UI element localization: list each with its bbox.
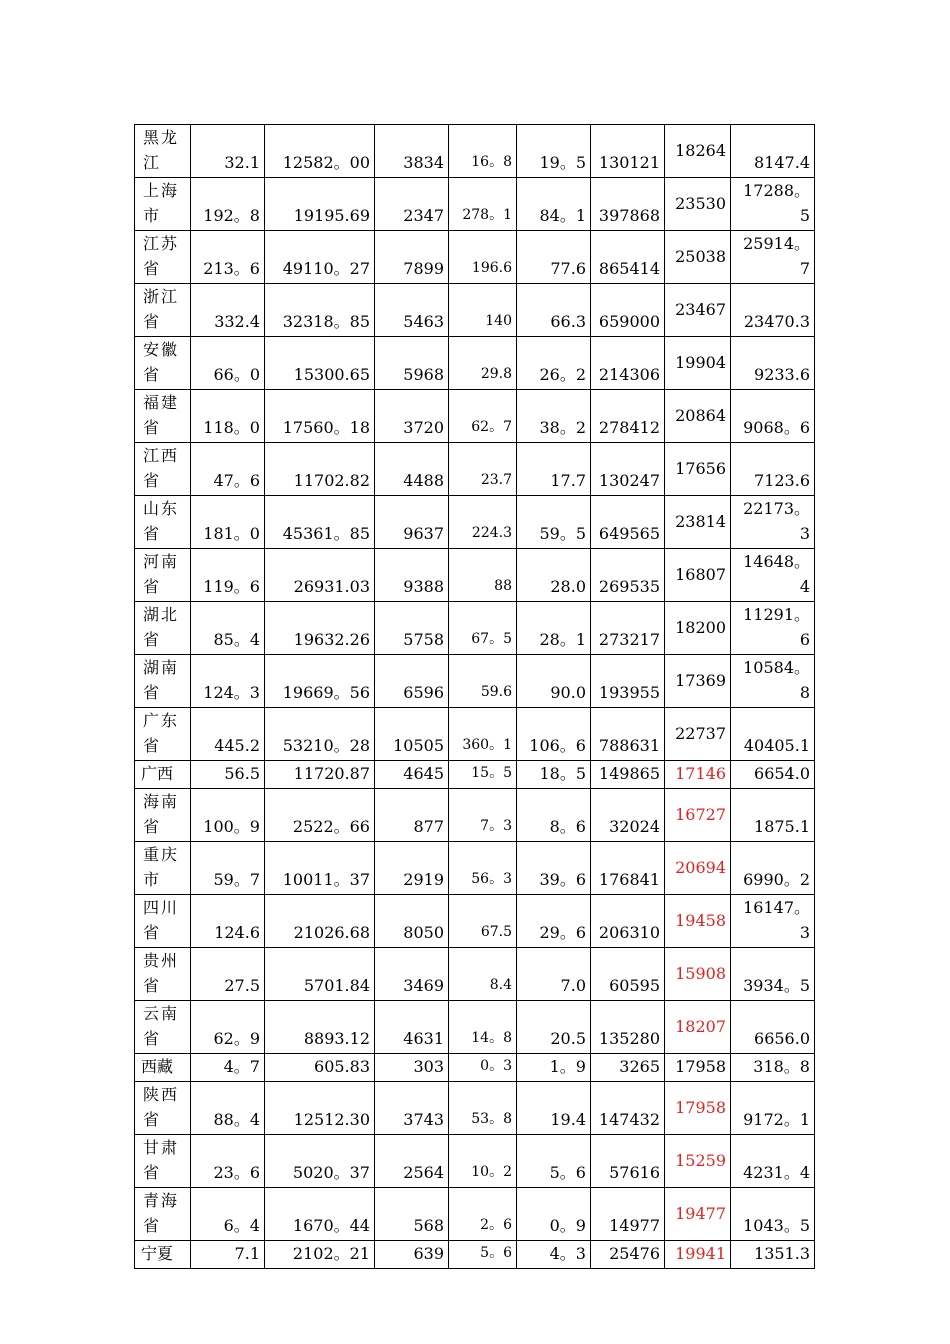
value-cell-5: 5。6 <box>517 1135 591 1188</box>
value-cell-1: 213。6 <box>191 231 265 284</box>
value-cell-1: 23。6 <box>191 1135 265 1188</box>
value-cell-7: 22737 <box>665 708 731 761</box>
value-cell-7: 15259 <box>665 1135 731 1188</box>
value-cell-7: 19458 <box>665 895 731 948</box>
value-cell-2: 19669。56 <box>265 655 375 708</box>
value-cell-7: 23530 <box>665 178 731 231</box>
table-row <box>135 443 815 496</box>
value-cell-5: 20.5 <box>517 1001 591 1054</box>
value-cell-8: 3934。5 <box>731 948 815 1001</box>
value-cell-3: 8050 <box>375 895 449 948</box>
value-cell-3: 9637 <box>375 496 449 549</box>
value-cell-1: 56.5 <box>191 761 265 789</box>
value-cell-5: 19.4 <box>517 1082 591 1135</box>
value-cell-3: 9388 <box>375 549 449 602</box>
value-cell-1: 4。7 <box>191 1054 265 1082</box>
value-cell-1: 88。4 <box>191 1082 265 1135</box>
value-cell-5: 59。5 <box>517 496 591 549</box>
table-row <box>135 1082 815 1135</box>
value-cell-6: 206310 <box>591 895 665 948</box>
value-cell-5: 17.7 <box>517 443 591 496</box>
table-row <box>135 948 815 1001</box>
value-cell-4: 360。1 <box>449 708 517 761</box>
value-cell-3: 6596 <box>375 655 449 708</box>
value-cell-1: 119。6 <box>191 549 265 602</box>
value-cell-8: 7123.6 <box>731 443 815 496</box>
value-cell-8: 1351.3 <box>731 1241 815 1269</box>
value-cell-2: 32318。85 <box>265 284 375 337</box>
value-cell-4: 224.3 <box>449 496 517 549</box>
value-cell-6: 3265 <box>591 1054 665 1082</box>
value-cell-8: 23470.3 <box>731 284 815 337</box>
value-cell-6: 32024 <box>591 789 665 842</box>
value-cell-4: 62。7 <box>449 390 517 443</box>
value-cell-4: 140 <box>449 284 517 337</box>
value-cell-6: 60595 <box>591 948 665 1001</box>
value-cell-7: 23814 <box>665 496 731 549</box>
value-cell-3: 303 <box>375 1054 449 1082</box>
table-row <box>135 602 815 655</box>
value-cell-5: 106。6 <box>517 708 591 761</box>
value-cell-7: 19904 <box>665 337 731 390</box>
value-cell-4: 8.4 <box>449 948 517 1001</box>
value-cell-7: 18264 <box>665 125 731 178</box>
value-cell-6: 14977 <box>591 1188 665 1241</box>
value-cell-6: 193955 <box>591 655 665 708</box>
value-cell-5: 28。1 <box>517 602 591 655</box>
value-cell-1: 445.2 <box>191 708 265 761</box>
value-cell-1: 59。7 <box>191 842 265 895</box>
value-cell-8: 4231。4 <box>731 1135 815 1188</box>
value-cell-1: 181。0 <box>191 496 265 549</box>
value-cell-1: 332.4 <box>191 284 265 337</box>
value-cell-3: 10505 <box>375 708 449 761</box>
value-cell-2: 10011。37 <box>265 842 375 895</box>
value-cell-2: 5020。37 <box>265 1135 375 1188</box>
region-cell: 湖南省 <box>135 655 191 708</box>
table-row <box>135 842 815 895</box>
value-cell-4: 23.7 <box>449 443 517 496</box>
value-cell-4: 88 <box>449 549 517 602</box>
value-cell-3: 5758 <box>375 602 449 655</box>
value-cell-5: 39。6 <box>517 842 591 895</box>
value-cell-1: 118。0 <box>191 390 265 443</box>
value-cell-5: 26。2 <box>517 337 591 390</box>
value-cell-4: 5。6 <box>449 1241 517 1269</box>
value-cell-4: 7。3 <box>449 789 517 842</box>
value-cell-7: 15908 <box>665 948 731 1001</box>
region-cell: 海南省 <box>135 789 191 842</box>
value-cell-8: 11291。6 <box>731 602 815 655</box>
value-cell-8: 9172。1 <box>731 1082 815 1135</box>
table-row <box>135 789 815 842</box>
value-cell-6: 397868 <box>591 178 665 231</box>
value-cell-8: 6990。2 <box>731 842 815 895</box>
value-cell-4: 278。1 <box>449 178 517 231</box>
table-row <box>135 549 815 602</box>
value-cell-6: 130247 <box>591 443 665 496</box>
value-cell-5: 38。2 <box>517 390 591 443</box>
value-cell-1: 66。0 <box>191 337 265 390</box>
region-cell: 陕西省 <box>135 1082 191 1135</box>
value-cell-5: 66.3 <box>517 284 591 337</box>
value-cell-2: 21026.68 <box>265 895 375 948</box>
value-cell-4: 15。5 <box>449 761 517 789</box>
value-cell-5: 90.0 <box>517 655 591 708</box>
value-cell-1: 32.1 <box>191 125 265 178</box>
value-cell-3: 3720 <box>375 390 449 443</box>
value-cell-7: 19941 <box>665 1241 731 1269</box>
value-cell-8: 1043。5 <box>731 1188 815 1241</box>
table-row <box>135 895 815 948</box>
value-cell-3: 2347 <box>375 178 449 231</box>
value-cell-8: 318。8 <box>731 1054 815 1082</box>
table-row <box>135 390 815 443</box>
table-row <box>135 1241 815 1269</box>
table-row <box>135 496 815 549</box>
value-cell-4: 14。8 <box>449 1001 517 1054</box>
value-cell-2: 17560。18 <box>265 390 375 443</box>
region-cell: 湖北省 <box>135 602 191 655</box>
value-cell-8: 1875.1 <box>731 789 815 842</box>
value-cell-4: 56。3 <box>449 842 517 895</box>
value-cell-6: 269535 <box>591 549 665 602</box>
table-row <box>135 284 815 337</box>
value-cell-3: 4645 <box>375 761 449 789</box>
value-cell-2: 2522。66 <box>265 789 375 842</box>
value-cell-4: 2。6 <box>449 1188 517 1241</box>
value-cell-4: 67。5 <box>449 602 517 655</box>
region-cell: 安徽省 <box>135 337 191 390</box>
value-cell-6: 214306 <box>591 337 665 390</box>
value-cell-3: 2564 <box>375 1135 449 1188</box>
value-cell-2: 15300.65 <box>265 337 375 390</box>
value-cell-5: 1。9 <box>517 1054 591 1082</box>
value-cell-8: 25914。7 <box>731 231 815 284</box>
table-row <box>135 337 815 390</box>
table-row <box>135 1001 815 1054</box>
table-row <box>135 1135 815 1188</box>
value-cell-6: 649565 <box>591 496 665 549</box>
value-cell-1: 27.5 <box>191 948 265 1001</box>
value-cell-5: 84。1 <box>517 178 591 231</box>
value-cell-4: 53。8 <box>449 1082 517 1135</box>
value-cell-8: 40405.1 <box>731 708 815 761</box>
value-cell-8: 6654.0 <box>731 761 815 789</box>
region-cell: 上海市 <box>135 178 191 231</box>
region-cell: 河南省 <box>135 549 191 602</box>
table-row <box>135 231 815 284</box>
value-cell-2: 12582。00 <box>265 125 375 178</box>
region-cell: 江苏省 <box>135 231 191 284</box>
value-cell-7: 18207 <box>665 1001 731 1054</box>
region-cell: 广西 <box>135 761 191 789</box>
value-cell-8: 9233.6 <box>731 337 815 390</box>
region-cell: 浙江省 <box>135 284 191 337</box>
value-cell-4: 16。8 <box>449 125 517 178</box>
value-cell-1: 62。9 <box>191 1001 265 1054</box>
value-cell-4: 59.6 <box>449 655 517 708</box>
value-cell-2: 26931.03 <box>265 549 375 602</box>
value-cell-5: 8。6 <box>517 789 591 842</box>
value-cell-1: 47。6 <box>191 443 265 496</box>
value-cell-7: 17656 <box>665 443 731 496</box>
table-row <box>135 655 815 708</box>
provincial-data-table <box>134 124 815 1269</box>
value-cell-3: 877 <box>375 789 449 842</box>
value-cell-1: 124.6 <box>191 895 265 948</box>
table-row <box>135 178 815 231</box>
region-cell: 江西省 <box>135 443 191 496</box>
value-cell-3: 3834 <box>375 125 449 178</box>
region-cell: 福建省 <box>135 390 191 443</box>
table-row <box>135 708 815 761</box>
value-cell-2: 45361。85 <box>265 496 375 549</box>
value-cell-3: 3469 <box>375 948 449 1001</box>
value-cell-2: 2102。21 <box>265 1241 375 1269</box>
value-cell-4: 196.6 <box>449 231 517 284</box>
region-cell: 山东省 <box>135 496 191 549</box>
value-cell-2: 11702.82 <box>265 443 375 496</box>
value-cell-3: 3743 <box>375 1082 449 1135</box>
region-cell: 宁夏 <box>135 1241 191 1269</box>
table-row <box>135 1054 815 1082</box>
value-cell-7: 17958 <box>665 1054 731 1082</box>
value-cell-6: 130121 <box>591 125 665 178</box>
value-cell-3: 639 <box>375 1241 449 1269</box>
value-cell-2: 605.83 <box>265 1054 375 1082</box>
value-cell-2: 19195.69 <box>265 178 375 231</box>
value-cell-5: 18。5 <box>517 761 591 789</box>
value-cell-6: 25476 <box>591 1241 665 1269</box>
value-cell-8: 6656.0 <box>731 1001 815 1054</box>
value-cell-1: 192。8 <box>191 178 265 231</box>
value-cell-5: 7.0 <box>517 948 591 1001</box>
value-cell-7: 20694 <box>665 842 731 895</box>
value-cell-6: 865414 <box>591 231 665 284</box>
region-cell: 西藏 <box>135 1054 191 1082</box>
value-cell-2: 53210。28 <box>265 708 375 761</box>
table-row <box>135 1188 815 1241</box>
value-cell-3: 5463 <box>375 284 449 337</box>
value-cell-7: 16727 <box>665 789 731 842</box>
value-cell-4: 67.5 <box>449 895 517 948</box>
value-cell-3: 568 <box>375 1188 449 1241</box>
value-cell-2: 5701.84 <box>265 948 375 1001</box>
value-cell-6: 135280 <box>591 1001 665 1054</box>
region-cell: 云南省 <box>135 1001 191 1054</box>
value-cell-7: 25038 <box>665 231 731 284</box>
value-cell-7: 19477 <box>665 1188 731 1241</box>
value-cell-5: 19。5 <box>517 125 591 178</box>
value-cell-8: 8147.4 <box>731 125 815 178</box>
value-cell-6: 57616 <box>591 1135 665 1188</box>
value-cell-2: 12512.30 <box>265 1082 375 1135</box>
value-cell-7: 18200 <box>665 602 731 655</box>
value-cell-7: 17146 <box>665 761 731 789</box>
value-cell-7: 16807 <box>665 549 731 602</box>
value-cell-7: 17958 <box>665 1082 731 1135</box>
value-cell-5: 4。3 <box>517 1241 591 1269</box>
value-cell-6: 788631 <box>591 708 665 761</box>
value-cell-6: 176841 <box>591 842 665 895</box>
value-cell-3: 7899 <box>375 231 449 284</box>
table-row <box>135 125 815 178</box>
value-cell-2: 1670。44 <box>265 1188 375 1241</box>
value-cell-2: 8893.12 <box>265 1001 375 1054</box>
table-body <box>135 125 815 1269</box>
value-cell-6: 273217 <box>591 602 665 655</box>
value-cell-7: 17369 <box>665 655 731 708</box>
value-cell-4: 10。2 <box>449 1135 517 1188</box>
region-cell: 青海省 <box>135 1188 191 1241</box>
value-cell-6: 147432 <box>591 1082 665 1135</box>
value-cell-6: 659000 <box>591 284 665 337</box>
value-cell-1: 7.1 <box>191 1241 265 1269</box>
value-cell-2: 19632.26 <box>265 602 375 655</box>
value-cell-8: 9068。6 <box>731 390 815 443</box>
value-cell-3: 4631 <box>375 1001 449 1054</box>
value-cell-1: 85。4 <box>191 602 265 655</box>
region-cell: 黑龙江 <box>135 125 191 178</box>
value-cell-8: 22173。3 <box>731 496 815 549</box>
region-cell: 贵州省 <box>135 948 191 1001</box>
value-cell-3: 2919 <box>375 842 449 895</box>
table-row <box>135 761 815 789</box>
value-cell-1: 6。4 <box>191 1188 265 1241</box>
value-cell-4: 29.8 <box>449 337 517 390</box>
value-cell-5: 0。9 <box>517 1188 591 1241</box>
value-cell-3: 5968 <box>375 337 449 390</box>
value-cell-8: 14648。4 <box>731 549 815 602</box>
region-cell: 四川省 <box>135 895 191 948</box>
value-cell-8: 17288。5 <box>731 178 815 231</box>
value-cell-5: 29。6 <box>517 895 591 948</box>
value-cell-6: 149865 <box>591 761 665 789</box>
value-cell-2: 11720.87 <box>265 761 375 789</box>
value-cell-5: 28.0 <box>517 549 591 602</box>
value-cell-6: 278412 <box>591 390 665 443</box>
value-cell-7: 23467 <box>665 284 731 337</box>
value-cell-4: 0。3 <box>449 1054 517 1082</box>
value-cell-8: 10584。8 <box>731 655 815 708</box>
value-cell-3: 4488 <box>375 443 449 496</box>
value-cell-1: 100。9 <box>191 789 265 842</box>
value-cell-5: 77.6 <box>517 231 591 284</box>
value-cell-1: 124。3 <box>191 655 265 708</box>
value-cell-2: 49110。27 <box>265 231 375 284</box>
value-cell-8: 16147。3 <box>731 895 815 948</box>
region-cell: 广东省 <box>135 708 191 761</box>
region-cell: 重庆市 <box>135 842 191 895</box>
value-cell-7: 20864 <box>665 390 731 443</box>
region-cell: 甘肃省 <box>135 1135 191 1188</box>
